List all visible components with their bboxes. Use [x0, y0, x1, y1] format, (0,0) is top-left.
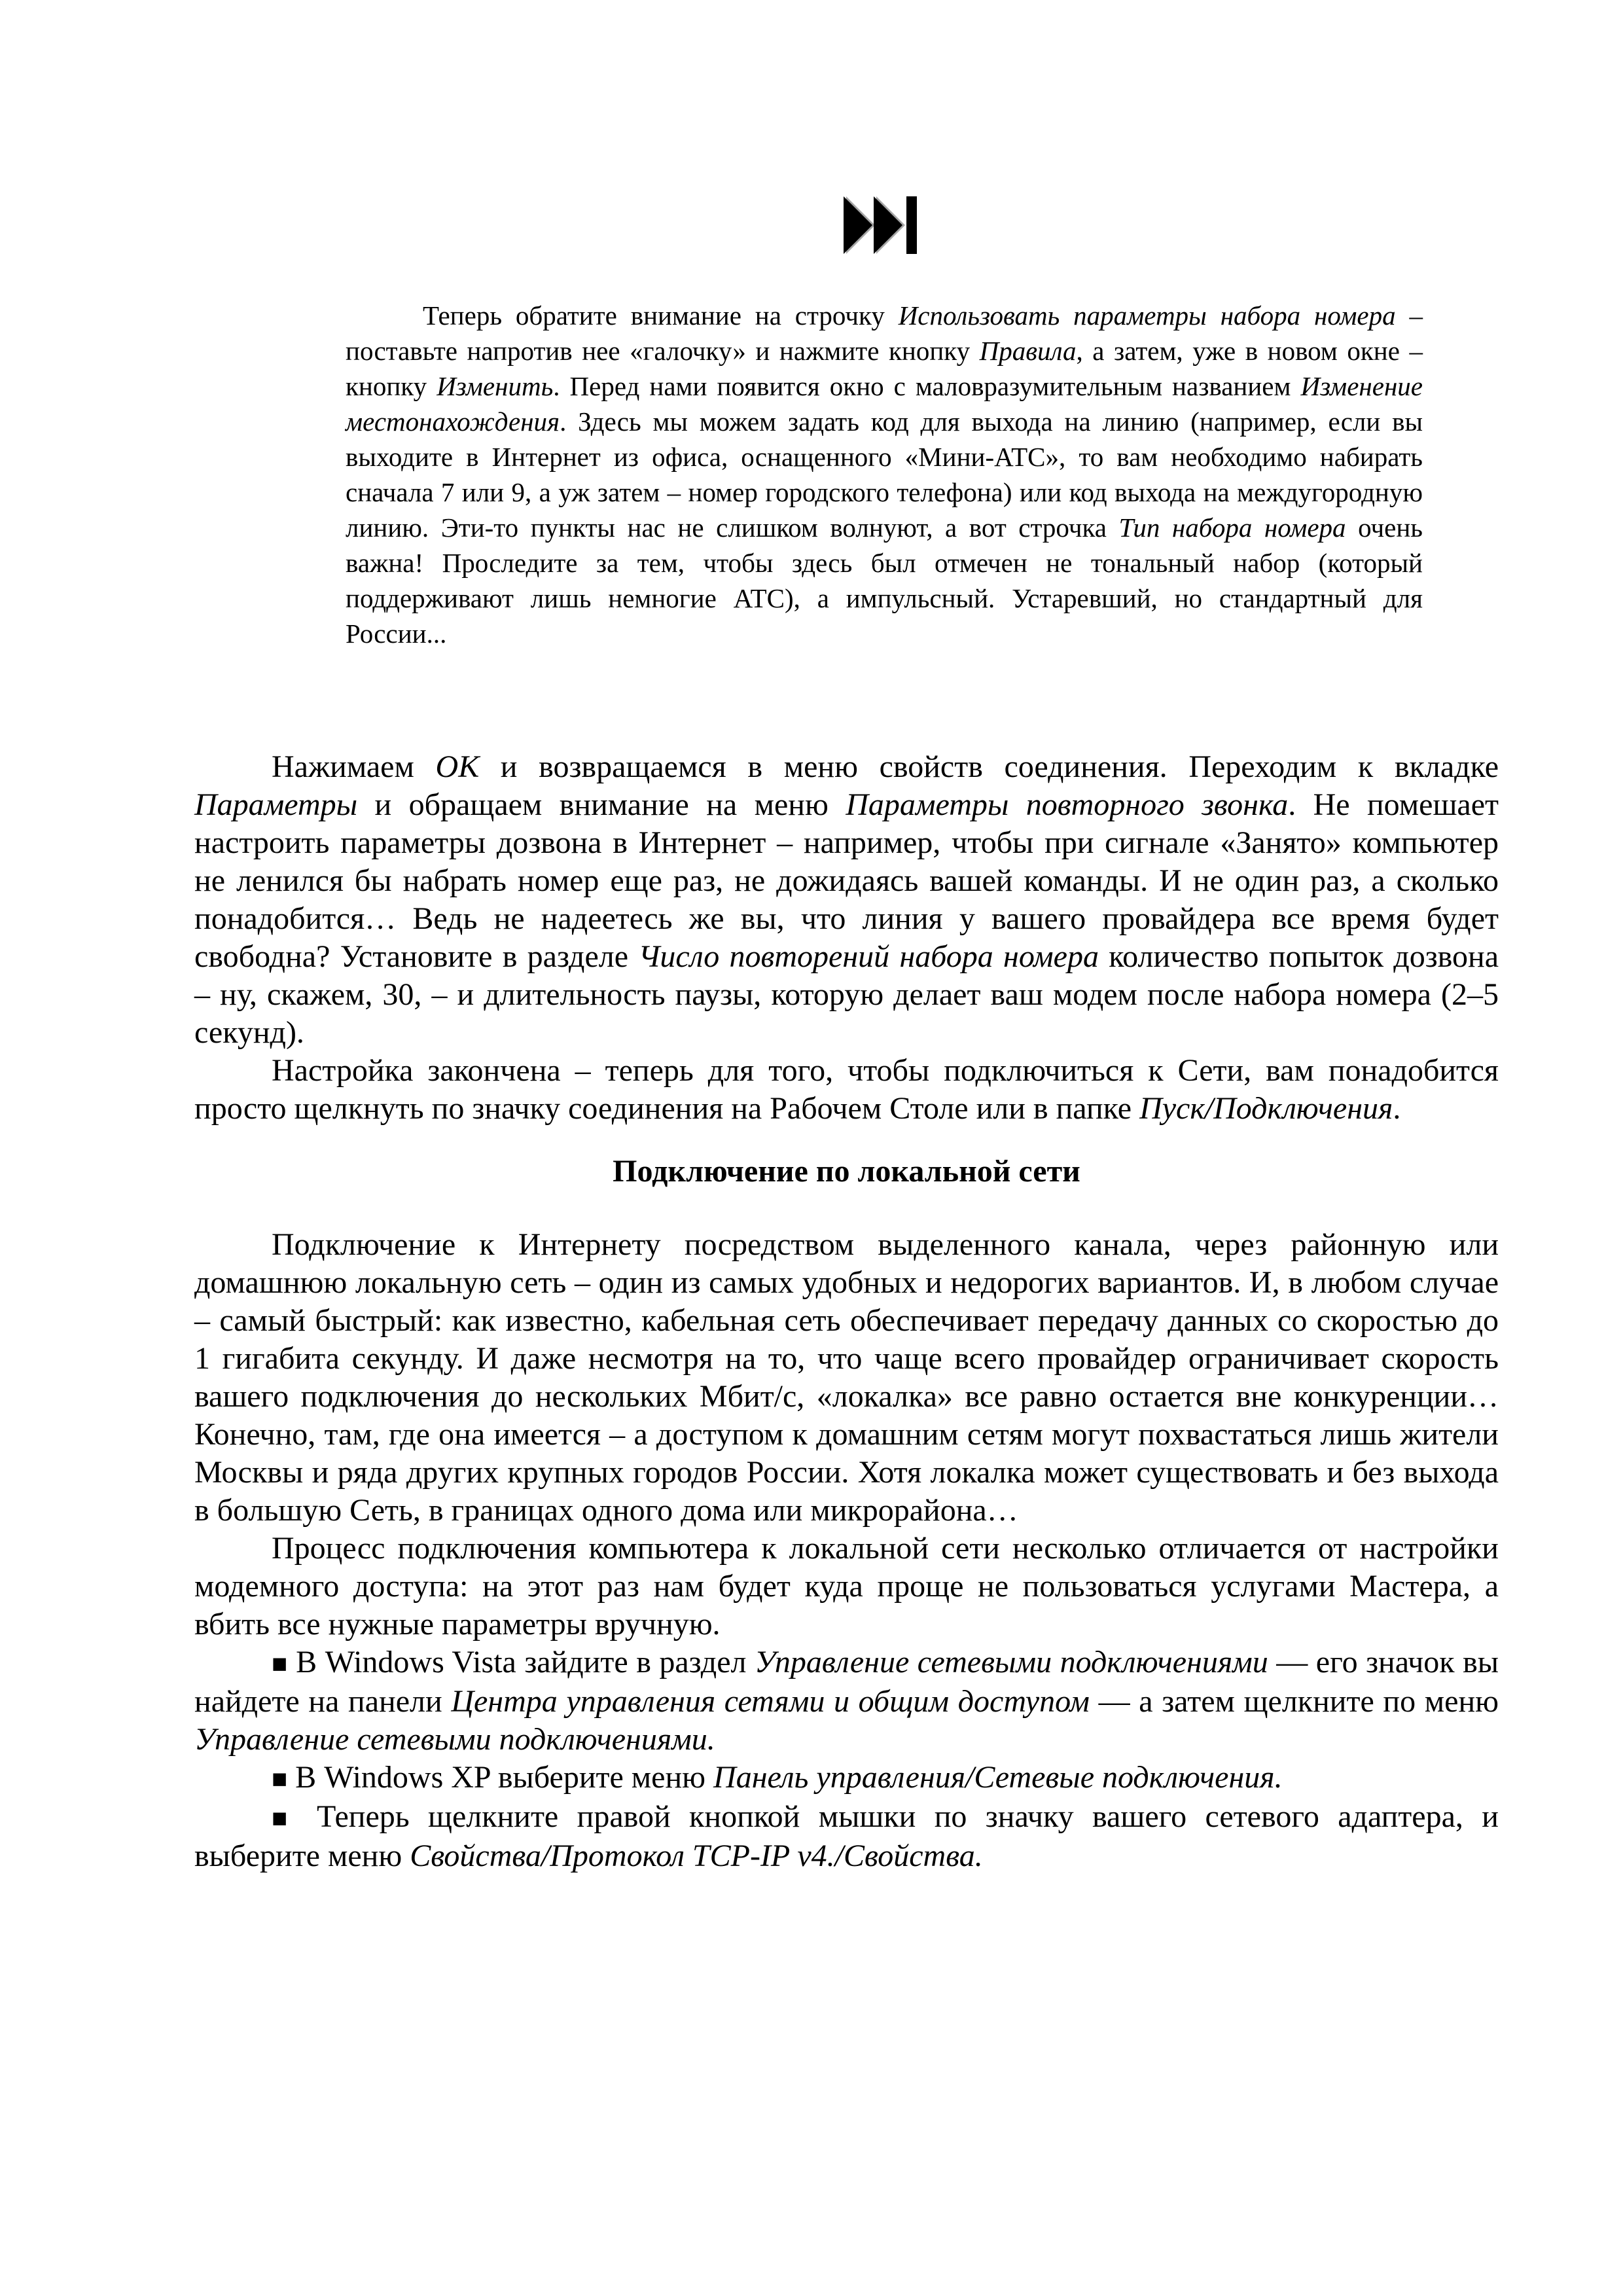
- italic-term: Параметры повторного звонка: [846, 787, 1289, 822]
- bullet-icon: ■: [272, 1803, 298, 1833]
- text-run: Нажимаем: [272, 749, 436, 784]
- text-run: – поставьте напротив нее «галочку» и нажмите кнопку: [346, 300, 1423, 366]
- italic-term: Параметры: [194, 787, 358, 822]
- text-run: В Windows Vista зайдите в раздел: [287, 1645, 755, 1679]
- text-run: , а затем, уже в новом окне – кнопку: [346, 336, 1423, 401]
- italic-term: Управление сетевыми подключениями.: [194, 1722, 715, 1757]
- paragraph-lan-process: Процесс подключения компьютера к локальной сети несколько отличается от настройки модемного доступа: на этот раз нам будет куда проще не пользоваться услугами Мастера, а вбить все нужные параметры вручную.: [194, 1531, 1499, 1641]
- paragraph-setup-done: [194, 1052, 1499, 1128]
- paragraph-lan-intro: Подключение к Интернету посредством выделенного канала, через районную или домашнюю локальную сеть – один из самых удобных и недорогих вариантов. И, в любом случае – самый быстрый: как известно, кабельная сеть обеспечивает передачу данных со скоростью до 1 гигабита секунду. И даже несмотря на то, что чаще всего провайдер ограничивает скорость вашего подключения до нескольких Мбит/с, «локалка» все равно остается вне конкуренции… Конечно, там, где она имеется – а доступом к домашним сетям могут похвастаться лишь жители Москвы и ряда других крупных городов России. Хотя локалка может существовать и без выхода в большую Сеть, в границах одного дома или микрорайона…: [194, 1227, 1499, 1528]
- text-run: количество попыток дозвона – ну, скажем, 30, – и длительность паузы, которую делает ваш модем после набора номера (2–5 секунд).: [194, 939, 1499, 1050]
- text-run: Теперь обратите внимание на строчку: [423, 300, 899, 331]
- text-run: . Перед нами появится окно с маловразумительным названием: [553, 371, 1301, 401]
- text-run: — его значок вы найдете на панели: [194, 1645, 1499, 1719]
- italic-term: Свойства/Протокол TCP-IP v4./Свойства.: [410, 1839, 983, 1873]
- bullet-icon: ■: [272, 1649, 288, 1678]
- italic-term: Правила: [979, 336, 1077, 366]
- italic-term: Пуск/Подключения: [1139, 1091, 1393, 1126]
- text-run: Теперь щелкните правой кнопкой мышки по значку вашего сетевого адаптера, и выберите меню: [194, 1799, 1499, 1873]
- text-run: . Не помешает настроить параметры дозвона в Интернет – например, чтобы при сигнале «Занято» компьютер не ленился бы набрать номер еще раз, не дожидаясь вашей команды. И не один раз, а сколько понадобится… Ведь не надеетесь же вы, что линия у вашего провайдера все время будет свободна? Установите в разделе: [194, 787, 1499, 974]
- indented-note: [346, 298, 1423, 651]
- italic-term: Число повторений набора номера: [638, 939, 1099, 974]
- text-run: .: [1393, 1091, 1401, 1126]
- text-run: и обращаем внимание на меню: [357, 787, 846, 822]
- italic-term: Изменение местонахождения: [346, 371, 1423, 437]
- italic-term: Тип набора номера: [1118, 512, 1346, 543]
- text-run: В Windows XP выберите меню: [287, 1760, 714, 1795]
- text-run: Настройка закончена – теперь для того, чтобы подключиться к Сети, вам понадобится просто щелкнуть по значку соединения на Рабочем Столе или в папке: [194, 1053, 1499, 1126]
- bullet-item-vista: [194, 1643, 1499, 1759]
- note-paragraph: [346, 298, 1423, 651]
- text-run: очень важна! Проследите за тем, чтобы здесь был отмечен не тональный набор (который поддерживают лишь немногие АТС), а импульсный. Устаревший, но стандартный для России...: [346, 512, 1423, 649]
- text-run: . Здесь мы можем задать код для выхода на линию (например, если вы выходите в Интернет из офиса, оснащенного «Мини-АТС», то вам необходимо набирать сначала 7 или 9, а уж затем – номер городского телефона) или код выхода на междугородную линию. Эти-то пункты нас не слишком волнуют, а вот строчка: [346, 406, 1423, 543]
- text-run: — а затем щелкните по меню: [1089, 1684, 1499, 1719]
- italic-term: ОК: [435, 749, 480, 784]
- skip-forward-icon: [841, 191, 922, 259]
- bullet-item-adapter: [194, 1798, 1499, 1875]
- italic-term: Управление сетевыми подключениями: [754, 1645, 1268, 1679]
- italic-term: Центра управления сетями и общим доступом: [451, 1684, 1090, 1719]
- italic-term: Изменить: [437, 371, 554, 401]
- italic-term: Панель управления/Сетевые подключения.: [713, 1760, 1283, 1795]
- italic-term: Использовать параметры набора номера: [898, 300, 1396, 331]
- bullet-icon: ■: [272, 1764, 288, 1793]
- paragraph-ok: [194, 748, 1499, 1052]
- text-run: и возвращаемся в меню свойств соединения. Переходим к вкладке: [479, 749, 1499, 784]
- bullet-item-xp: [194, 1759, 1499, 1798]
- main-text: [194, 748, 1499, 1875]
- section-heading: Подключение по локальной сети: [613, 1154, 1080, 1189]
